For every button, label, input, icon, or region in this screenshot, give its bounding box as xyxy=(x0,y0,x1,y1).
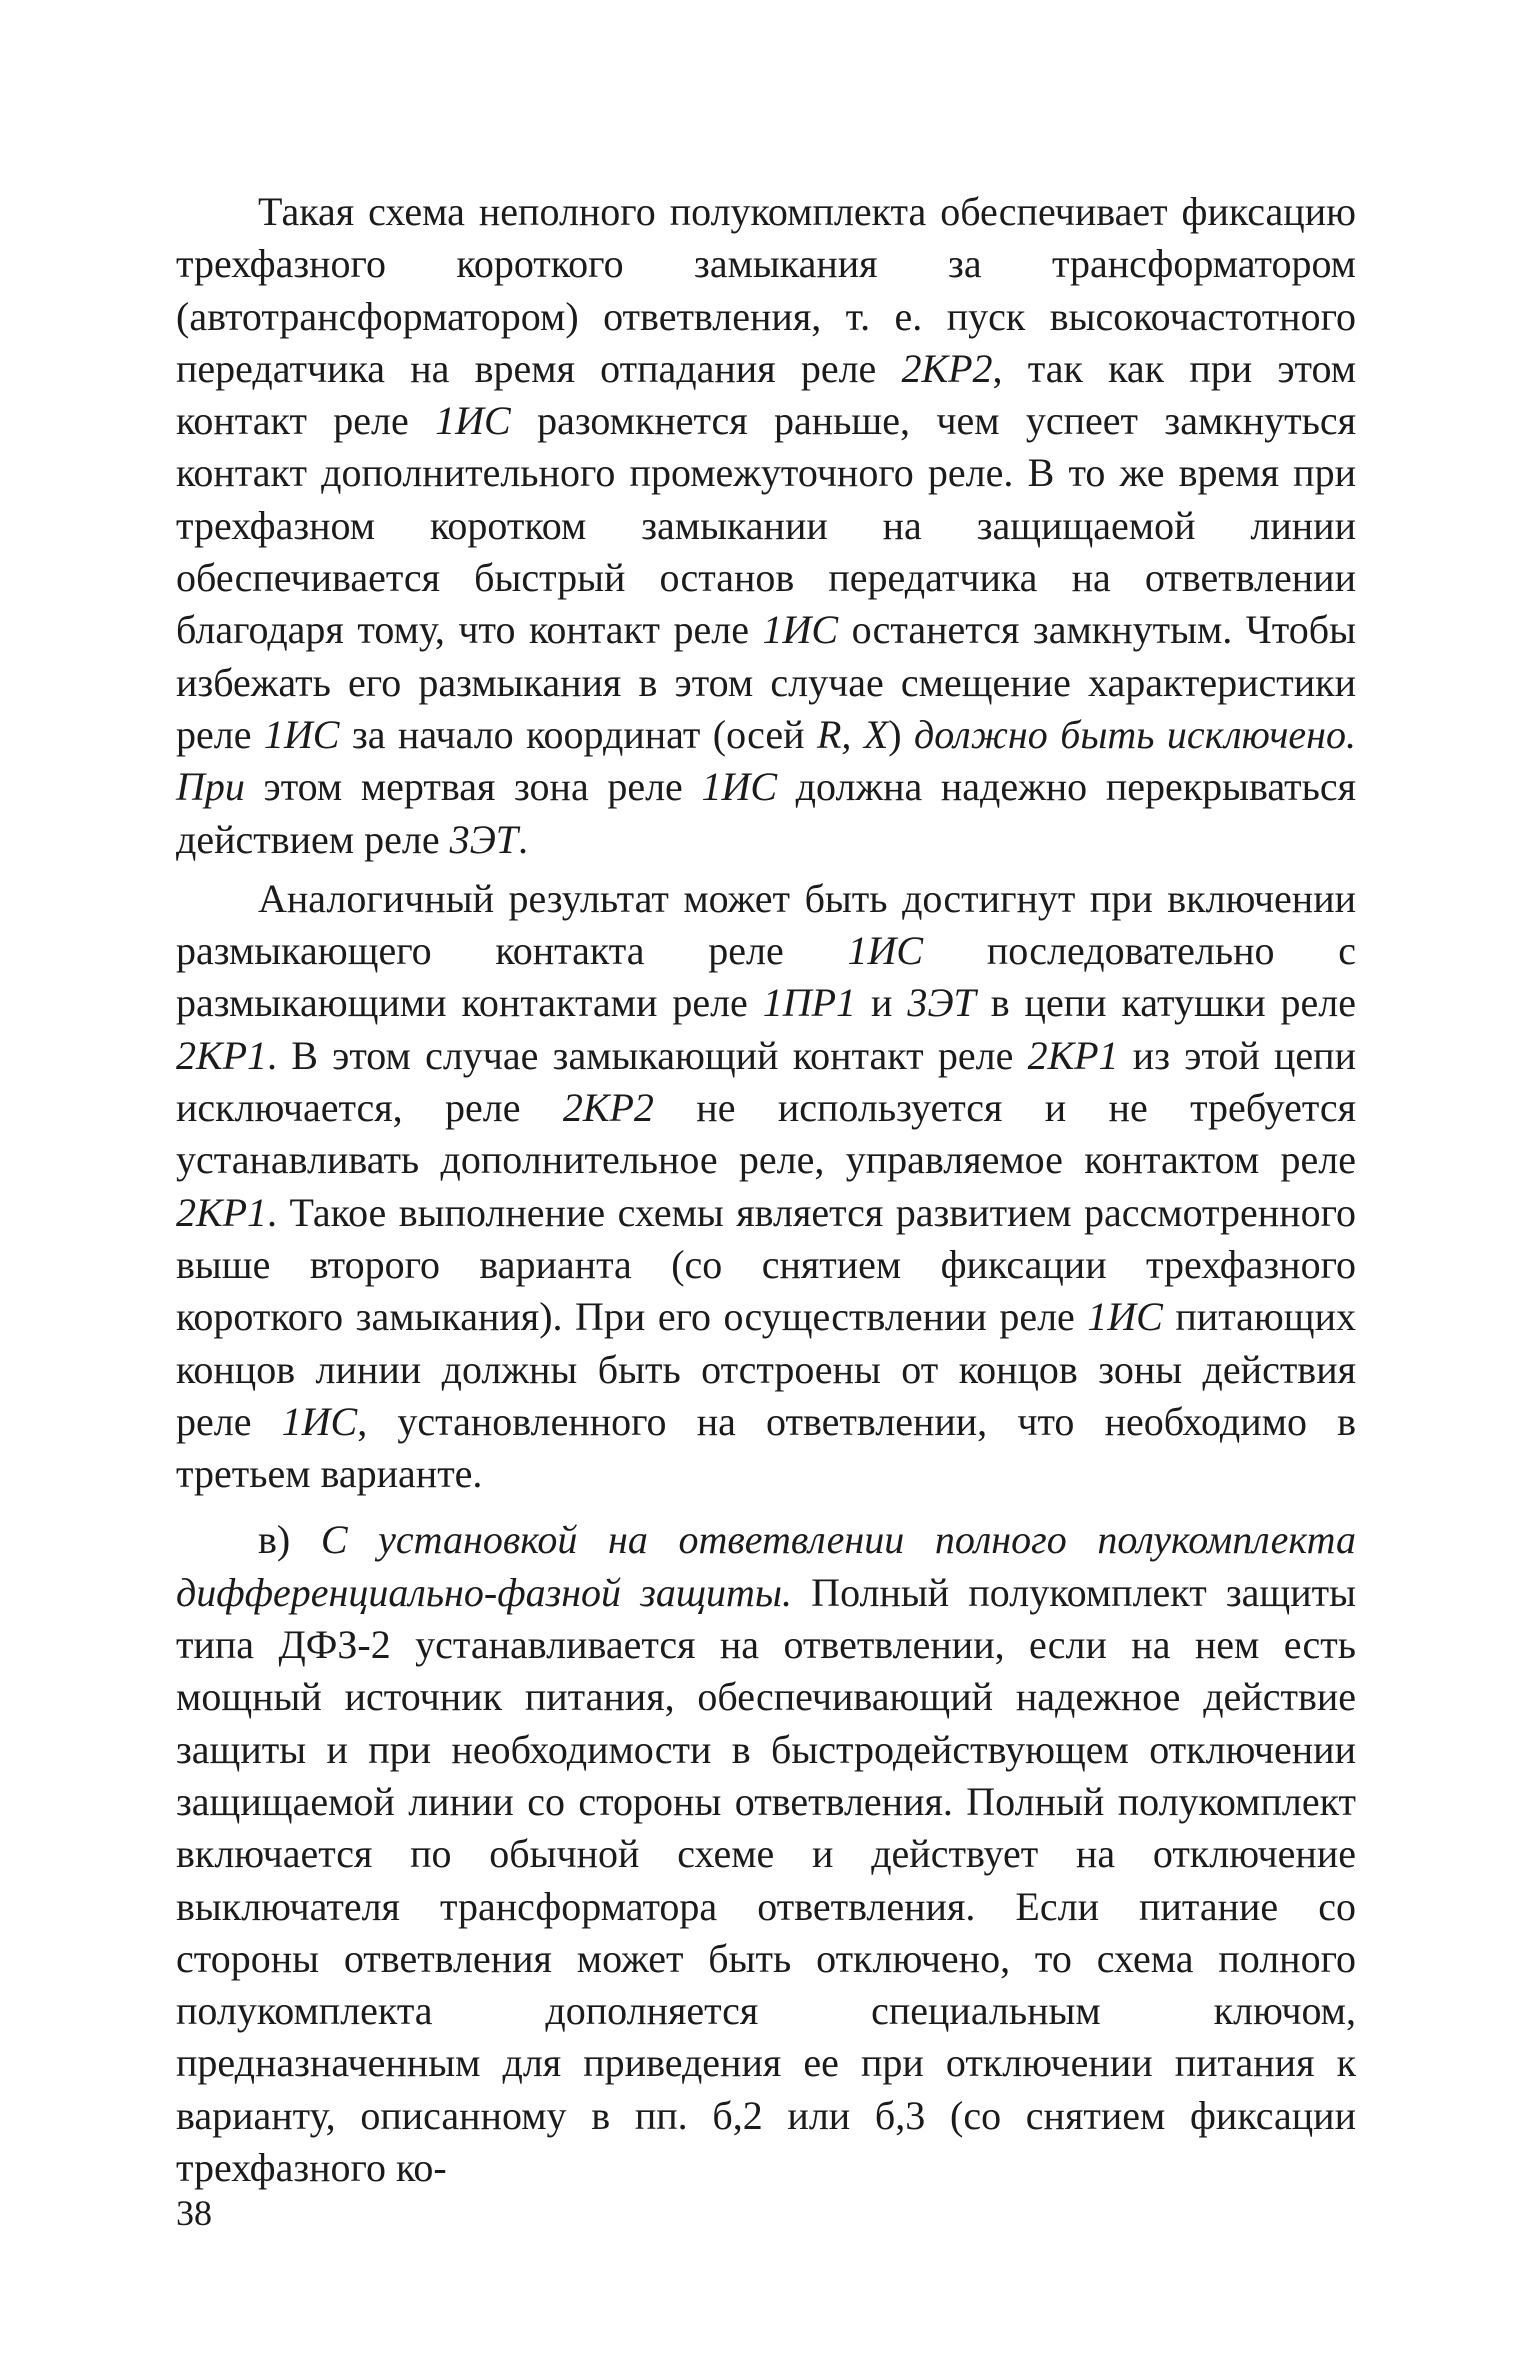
text-run: , установленного на ответвлении, что необходимо в третьем варианте. xyxy=(176,1398,1357,1497)
text-run: должна надежно перекрываться действием реле xyxy=(176,764,1356,862)
italic-run: 1ИС xyxy=(847,928,924,974)
text-run: этом мертвая зона реле xyxy=(244,764,702,810)
body-text xyxy=(176,186,1356,2194)
text-run: . xyxy=(518,816,529,862)
italic-run: 1ИС xyxy=(701,764,778,810)
text-run: Такая схема неполного полукомплекта обеспечивает фиксацию трехфазного короткого замыкания за трансформатором (автотрансформатором) ответвления, т. е. пуск высокочастотного передатчика на время отпадания реле xyxy=(176,189,1356,391)
italic-run: 2КР2 xyxy=(562,1085,654,1131)
italic-run: С установкой на ответвлении полного полукомплекта дифференциально-фазной защиты. xyxy=(176,1517,1356,1615)
italic-run: 3ЭТ xyxy=(449,816,519,862)
paragraph-2 xyxy=(176,873,1356,1501)
italic-run: 1ИС xyxy=(435,398,511,444)
text-run: ) xyxy=(888,711,915,757)
text-run: последовательно с размыкающими контактами реле xyxy=(176,928,1357,1026)
italic-run: 1ИС xyxy=(263,711,340,757)
italic-run: 1ПР1 xyxy=(762,980,857,1026)
text-run: . В этом случае замыкающий контакт реле xyxy=(267,1032,1028,1078)
text-run: Аналогичный результат может быть достигнут при включении размыкающего контакта реле xyxy=(176,875,1356,974)
italic-run: 1ИС xyxy=(762,607,839,653)
text-run: питающих концов линии должны быть отстроены от концов зоны действия реле xyxy=(176,1294,1357,1444)
text-run: за начало координат (осей xyxy=(339,711,817,757)
italic-run: 2КР1 xyxy=(176,1189,267,1235)
text-run: и xyxy=(856,980,908,1026)
text-run: из этой цепи исключается, реле xyxy=(176,1032,1356,1131)
italic-run: R, X xyxy=(816,711,889,757)
italic-run: 1ИС xyxy=(281,1398,358,1444)
text-run: в) xyxy=(258,1517,321,1563)
text-run: . Такое выполнение схемы является развитием рассмотренного выше второго варианта (со снятием фиксации трехфазного короткого замыкания). При его осуществлении реле xyxy=(176,1189,1356,1340)
text-run: останется замкнутым. Чтобы избежать его размыкания в этом случае смещение характеристики реле xyxy=(176,607,1356,757)
italic-run: 1ИС xyxy=(1087,1294,1163,1340)
paragraph-1 xyxy=(176,186,1356,866)
italic-run: 2КР2 xyxy=(901,345,993,391)
text-run: разомкнется раньше, чем успеет замкнуться контакт дополнительного промежуточного реле. В то же время при трехфазном коротком замыкании на защищаемой линии обеспечивается быстрый останов передатчика на ответвлении благодаря тому, что контакт реле xyxy=(176,398,1356,653)
page-number: 38 xyxy=(176,2193,212,2233)
italic-run: 3ЭТ xyxy=(907,980,976,1026)
text-run: в цепи катушки реле xyxy=(975,980,1356,1026)
italic-run: должно быть исключено. При xyxy=(176,711,1356,810)
italic-run: 2КР1 xyxy=(176,1032,267,1078)
italic-run: 2КР1 xyxy=(1027,1032,1119,1078)
text-run: не используется и не требуется устанавливать дополнительное реле, управляемое контактом реле xyxy=(176,1085,1356,1183)
text-run: Полный полукомплект защиты типа ДФЗ-2 устанавливается на ответвлении, если на нем есть мощный источник питания, обеспечивающий надежное действие защиты и при необходимости в быстродействующем отключении защищаемой линии со стороны ответвления. Полный полукомплект включается по обычной схеме и действует на отключение выключателя трансформатора ответвления. Если питание со стороны ответвления может быть отключено, то схема полного полукомплекта дополняется специальным ключом, предназначенным для приведения ее при отключении питания к варианту, описанному в пп. б,2 или б,3 (со снятием фиксации трехфазного ко- xyxy=(176,1569,1356,2190)
paragraph-3 xyxy=(176,1514,1356,2194)
text-run: , так как при этом контакт реле xyxy=(176,345,1357,444)
